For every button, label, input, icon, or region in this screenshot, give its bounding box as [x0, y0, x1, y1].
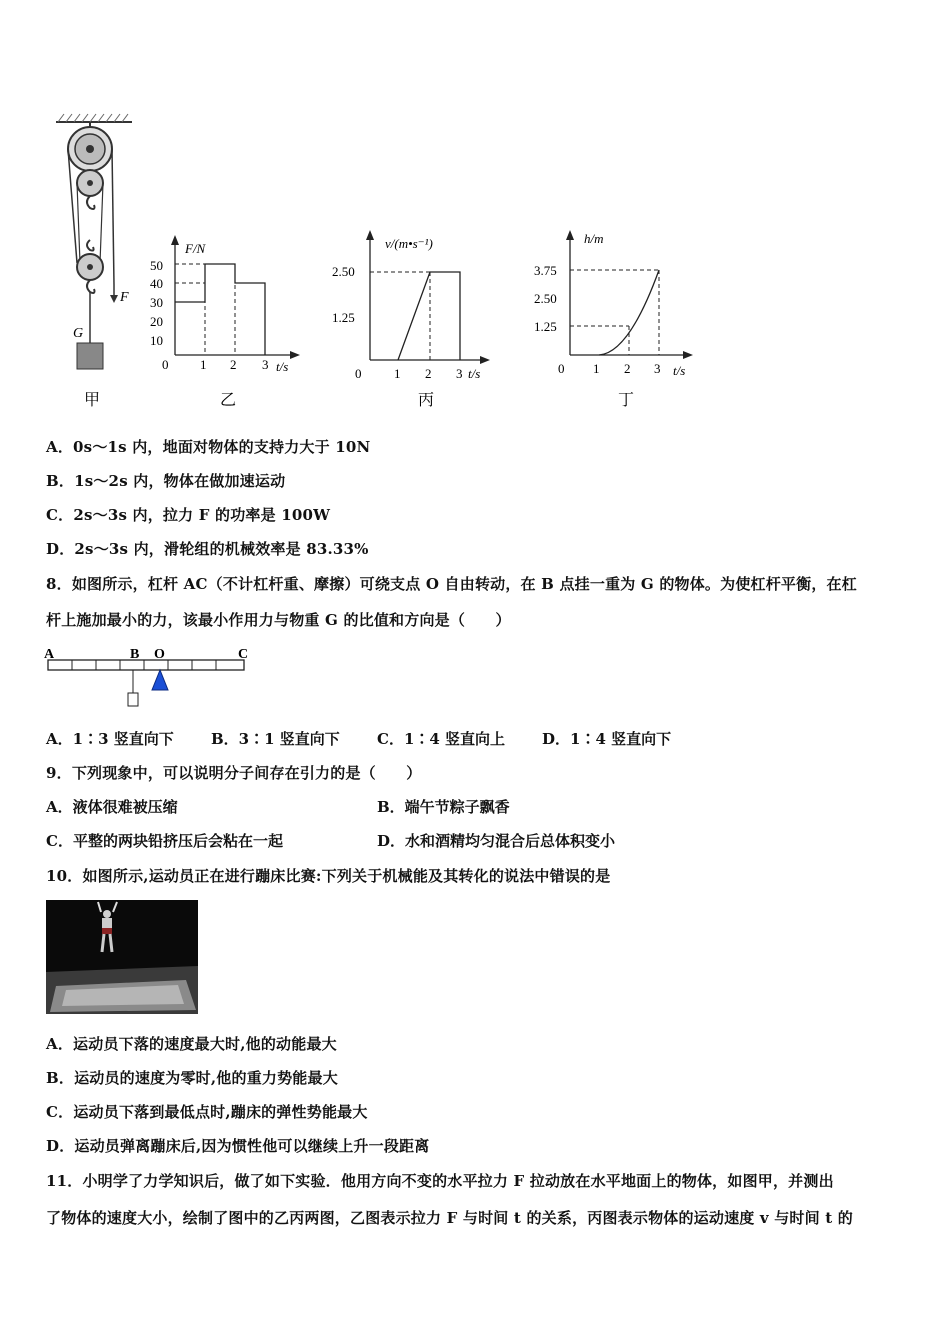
bing-xtick-2: 2	[425, 366, 432, 381]
trampoline-photo	[46, 900, 198, 1014]
lever-label-a: A	[44, 647, 55, 662]
yi-ytick-10: 10	[150, 333, 163, 348]
bing-ytick-250: 2.50	[332, 264, 355, 279]
ding-ytick-375: 3.75	[534, 263, 557, 278]
ding-xtick-2: 2	[624, 361, 631, 376]
pulley-system	[56, 114, 132, 369]
yi-ytick-40: 40	[150, 276, 163, 291]
trampoline-svg	[46, 900, 198, 1014]
q10-stem: 10．如图所示,运动员正在进行蹦床比赛:下列关于机械能及其转化的说法中错误的是	[46, 867, 611, 885]
label-yi: 乙	[220, 392, 237, 409]
yi-ytick-30: 30	[150, 295, 163, 310]
q9-option-c: C．平整的两块铅挤压后会粘在一起	[46, 832, 283, 850]
q10-option-b: B．运动员的速度为零时,他的重力势能最大	[46, 1069, 338, 1087]
weight-block	[77, 343, 103, 369]
q9-option-d: D．水和酒精均匀混合后总体积变小	[377, 832, 616, 850]
ding-xtick-0: 0	[558, 361, 565, 376]
bing-ylabel: v/(m•s⁻¹)	[385, 236, 433, 251]
chart-bing	[332, 230, 490, 381]
q7-option-c: C．2s～3s 内，拉力 F 的功率是 100W	[46, 506, 331, 524]
q8-option-c: C．1∶4 竖直向上	[377, 730, 506, 748]
lever-label-o: O	[154, 647, 165, 662]
fulcrum-icon	[152, 670, 168, 690]
ding-ytick-125: 1.25	[534, 319, 557, 334]
q9-stem: 9．下列现象中，可以说明分子间存在引力的是（ ）	[46, 764, 422, 782]
q8-option-d: D．1∶4 竖直向下	[542, 730, 672, 748]
q7-option-b: B．1s～2s 内，物体在做加速运动	[46, 472, 286, 490]
q8-stem-line2: 杆上施加最小的力，该最小作用力与物重 G 的比值和方向是（ ）	[46, 611, 511, 629]
weight-label: G	[73, 326, 84, 341]
lever-label-c: C	[238, 647, 249, 662]
label-jia: 甲	[84, 392, 101, 409]
yi-xlabel: t/s	[276, 359, 289, 374]
yi-xtick-3: 3	[262, 357, 269, 372]
yi-ytick-50: 50	[150, 258, 163, 273]
chart-ding	[534, 230, 693, 378]
bing-xlabel: t/s	[468, 366, 481, 381]
yi-ytick-20: 20	[150, 314, 163, 329]
top-figure-group	[40, 105, 720, 415]
ding-ytick-250: 2.50	[534, 291, 557, 306]
q9-option-a: A．液体很难被压缩	[46, 798, 178, 816]
lever-svg	[40, 643, 270, 713]
q7-option-d: D．2s～3s 内，滑轮组的机械效率是 83.33%	[46, 540, 369, 558]
q11-stem-line1: 11．小明学了力学知识后，做了如下实验．他用方向不变的水平拉力 F 拉动放在水平地面上的物体，如图甲，并测出	[46, 1172, 834, 1190]
q9-options-row1	[46, 796, 926, 816]
yi-xtick-0: 0	[162, 357, 169, 372]
q8-option-a: A．1∶3 竖直向下	[46, 730, 174, 748]
ding-ylabel: h/m	[584, 231, 604, 246]
bing-xtick-3: 3	[456, 366, 463, 381]
label-ding: 丁	[618, 392, 635, 409]
q8-option-b: B．3∶1 竖直向下	[211, 730, 340, 748]
yi-xtick-1: 1	[200, 357, 207, 372]
q8-stem-line1: 8．如图所示，杠杆 AC（不计杠杆重、摩擦）可绕支点 O 自由转动，在 B 点挂一重为 G 的物体。为使杠杆平衡，在杠	[46, 575, 857, 593]
top-figure-svg	[40, 105, 720, 415]
ding-xtick-3: 3	[654, 361, 661, 376]
q10-option-d: D．运动员弹离蹦床后,因为惯性他可以继续上升一段距离	[46, 1137, 430, 1155]
q10-option-a: A．运动员下落的速度最大时,他的动能最大	[46, 1035, 337, 1053]
label-bing: 丙	[418, 392, 435, 409]
q7-option-a: A．0s～1s 内，地面对物体的支持力大于 10N	[46, 438, 371, 456]
q9-option-b: B．端午节粽子飘香	[377, 798, 510, 816]
ding-xlabel: t/s	[673, 363, 686, 378]
bing-xtick-1: 1	[394, 366, 401, 381]
ding-xtick-1: 1	[593, 361, 600, 376]
lever-label-b: B	[130, 647, 140, 662]
hanging-weight	[128, 693, 138, 706]
q8-options-row	[46, 728, 926, 748]
q9-options-row2	[46, 830, 926, 850]
yi-ylabel: F/N	[185, 241, 206, 256]
force-label: F	[120, 290, 129, 305]
q11-stem-line2: 了物体的速度大小，绘制了图中的乙丙两图，乙图表示拉力 F 与时间 t 的关系，丙图表示物体的运动速度 v 与时间 t 的	[46, 1209, 854, 1227]
chart-yi	[150, 235, 300, 374]
yi-xtick-2: 2	[230, 357, 237, 372]
lever-figure	[40, 643, 270, 713]
bing-xtick-0: 0	[355, 366, 362, 381]
bing-ytick-125: 1.25	[332, 310, 355, 325]
q10-option-c: C．运动员下落到最低点时,蹦床的弹性势能最大	[46, 1103, 368, 1121]
